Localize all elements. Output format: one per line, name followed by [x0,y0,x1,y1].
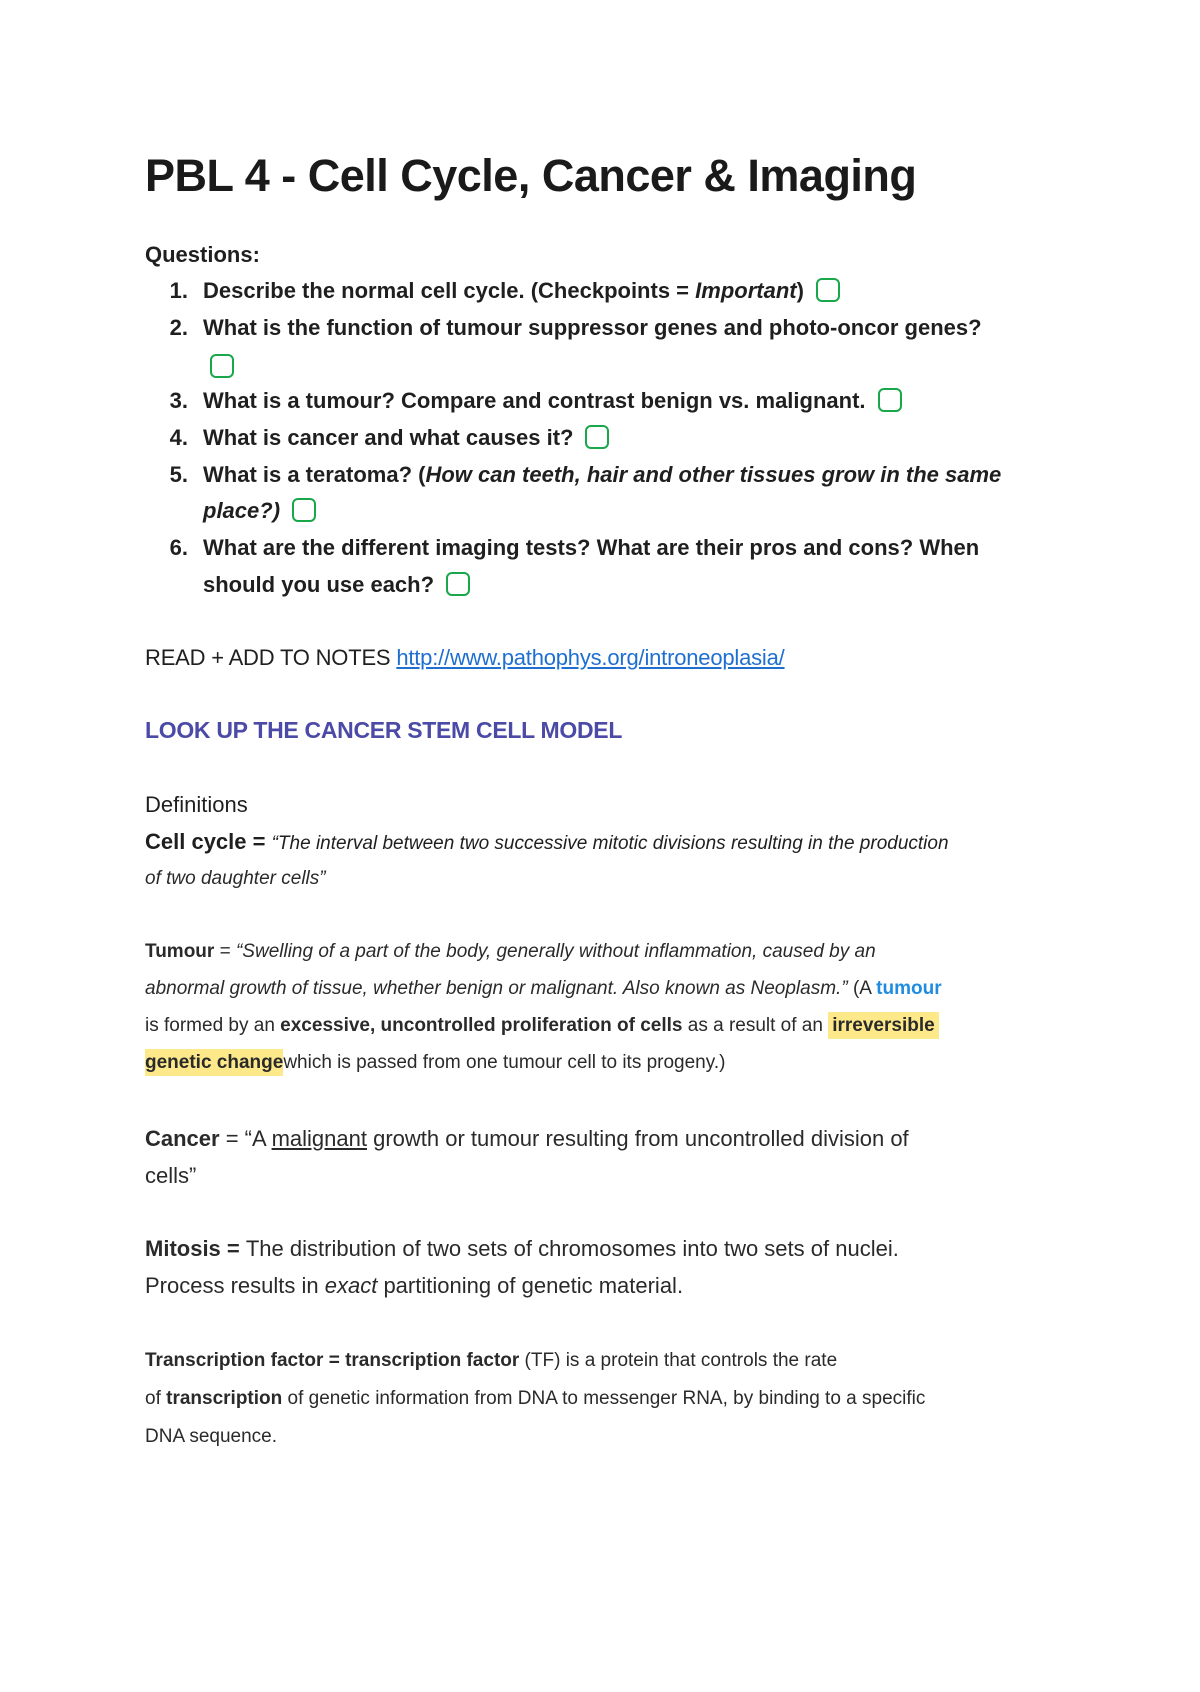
transcription-text: (TF) is a protein that controls the rate [519,1350,838,1371]
transcription-line-3: DNA sequence. [145,1426,278,1447]
question-text-part: What is a teratoma? ( [203,462,426,487]
cancer-text: = “A [219,1126,272,1151]
question-text-emphasis: Important [695,278,797,303]
tumour-line-4 [145,1052,725,1074]
question-text-continued [203,572,470,598]
tumour-label: Tumour [145,941,215,962]
checkbox-icon[interactable] [585,425,609,449]
transcription-emphasis: transcription [166,1388,283,1409]
mitosis-label: Mitosis = [145,1236,246,1261]
question-text-emphasis: place?) [203,498,281,523]
question-number: 6. [169,535,188,560]
page-title: PBL 4 - Cell Cycle, Cancer & Imaging [145,150,917,201]
read-notes-label: READ + ADD TO NOTES [145,645,397,670]
cancer-label: Cancer [145,1126,220,1151]
checkbox-icon[interactable] [878,388,902,412]
cell-cycle-label: Cell cycle = [145,829,272,854]
tumour-text: is formed by an [145,1015,281,1036]
cancer-text-continued: cells” [145,1163,197,1188]
tumour-text: abnormal growth of tissue, whether benign or malignant. Also known as Neoplasm.” [145,978,853,999]
tumour-highlight: irreversible [828,1012,938,1039]
mitosis-definition [145,1236,899,1262]
tumour-keyword: tumour [876,978,942,999]
mitosis-text: The distribution of two sets of chromosomes into two sets of nuclei. [245,1236,899,1261]
tumour-text: which is passed from one tumour cell to its progeny.) [283,1052,726,1073]
questions-heading: Questions: [145,242,260,267]
pathophys-link[interactable]: http://www.pathophys.org/introneoplasia/ [396,645,785,670]
cancer-definition [145,1126,909,1152]
question-text [203,462,1001,488]
cell-cycle-definition [145,829,949,855]
question-text [203,278,840,304]
question-number: 4. [169,425,188,450]
question-text-continued [203,498,316,524]
question-number: 3. [169,388,188,413]
tumour-emphasis: excessive, uncontrolled proliferation of cells [280,1015,683,1036]
question-text-part: should you use each? [203,572,435,597]
transcription-label: Transcription factor = [145,1350,346,1371]
question-text: What is the function of tumour suppressor genes and photo-oncor genes? [203,315,982,340]
cancer-text: growth or tumour resulting from uncontrolled division of [366,1126,909,1151]
question-text-part: Describe the normal cell cycle. (Checkpoints = [203,278,696,303]
question-text [203,425,609,451]
transcription-factor-definition [145,1350,837,1372]
mitosis-text: partitioning of genetic material. [377,1273,684,1298]
mitosis-line-2 [145,1273,683,1299]
cell-cycle-text: “The interval between two successive mitotic divisions resulting in the production [271,833,949,854]
question-text-part: What is a tumour? Compare and contrast benign vs. malignant. [203,388,866,413]
question-text-emphasis: what causes it? [409,425,574,450]
question-text [203,388,902,414]
definitions-heading: Definitions [145,792,248,817]
question-number: 5. [169,462,188,487]
transcription-text: of genetic information from DNA to messenger RNA, by binding to a specific [282,1388,926,1409]
question-number: 1. [169,278,188,303]
tumour-definition [145,941,876,963]
tumour-text: (A [852,978,877,999]
checkbox-icon[interactable] [816,278,840,302]
question-text-part: ) [796,278,804,303]
cancer-underlined: malignant [271,1126,367,1151]
tumour-text: “Swelling of a part of the body, generally without inflammation, caused by an [235,941,876,962]
read-notes-line [145,645,785,671]
transcription-text: of [145,1388,167,1409]
cell-cycle-text-continued: of two daughter cells” [145,868,326,889]
mitosis-text: Process results in [145,1273,325,1298]
question-text: What are the different imaging tests? What are their pros and cons? When [203,535,980,560]
question-text-part: What is cancer and [203,425,410,450]
checkbox-icon[interactable] [210,354,234,378]
checkbox-icon[interactable] [446,572,470,596]
transcription-line-2 [145,1388,925,1410]
mitosis-emphasis: exact [324,1273,378,1298]
tumour-highlight: genetic change [145,1049,283,1076]
transcription-term: transcription factor [345,1350,520,1371]
question-number: 2. [169,315,188,340]
checkbox-icon[interactable] [292,498,316,522]
question-text-emphasis: How can teeth, hair and other tissues grow in the same [425,462,1002,487]
tumour-line-2 [145,978,942,1000]
tumour-text: as a result of an [682,1015,829,1036]
tumour-line-3 [145,1015,939,1037]
cancer-stem-cell-heading: LOOK UP THE CANCER STEM CELL MODEL [145,717,623,743]
tumour-eq: = [214,941,236,962]
